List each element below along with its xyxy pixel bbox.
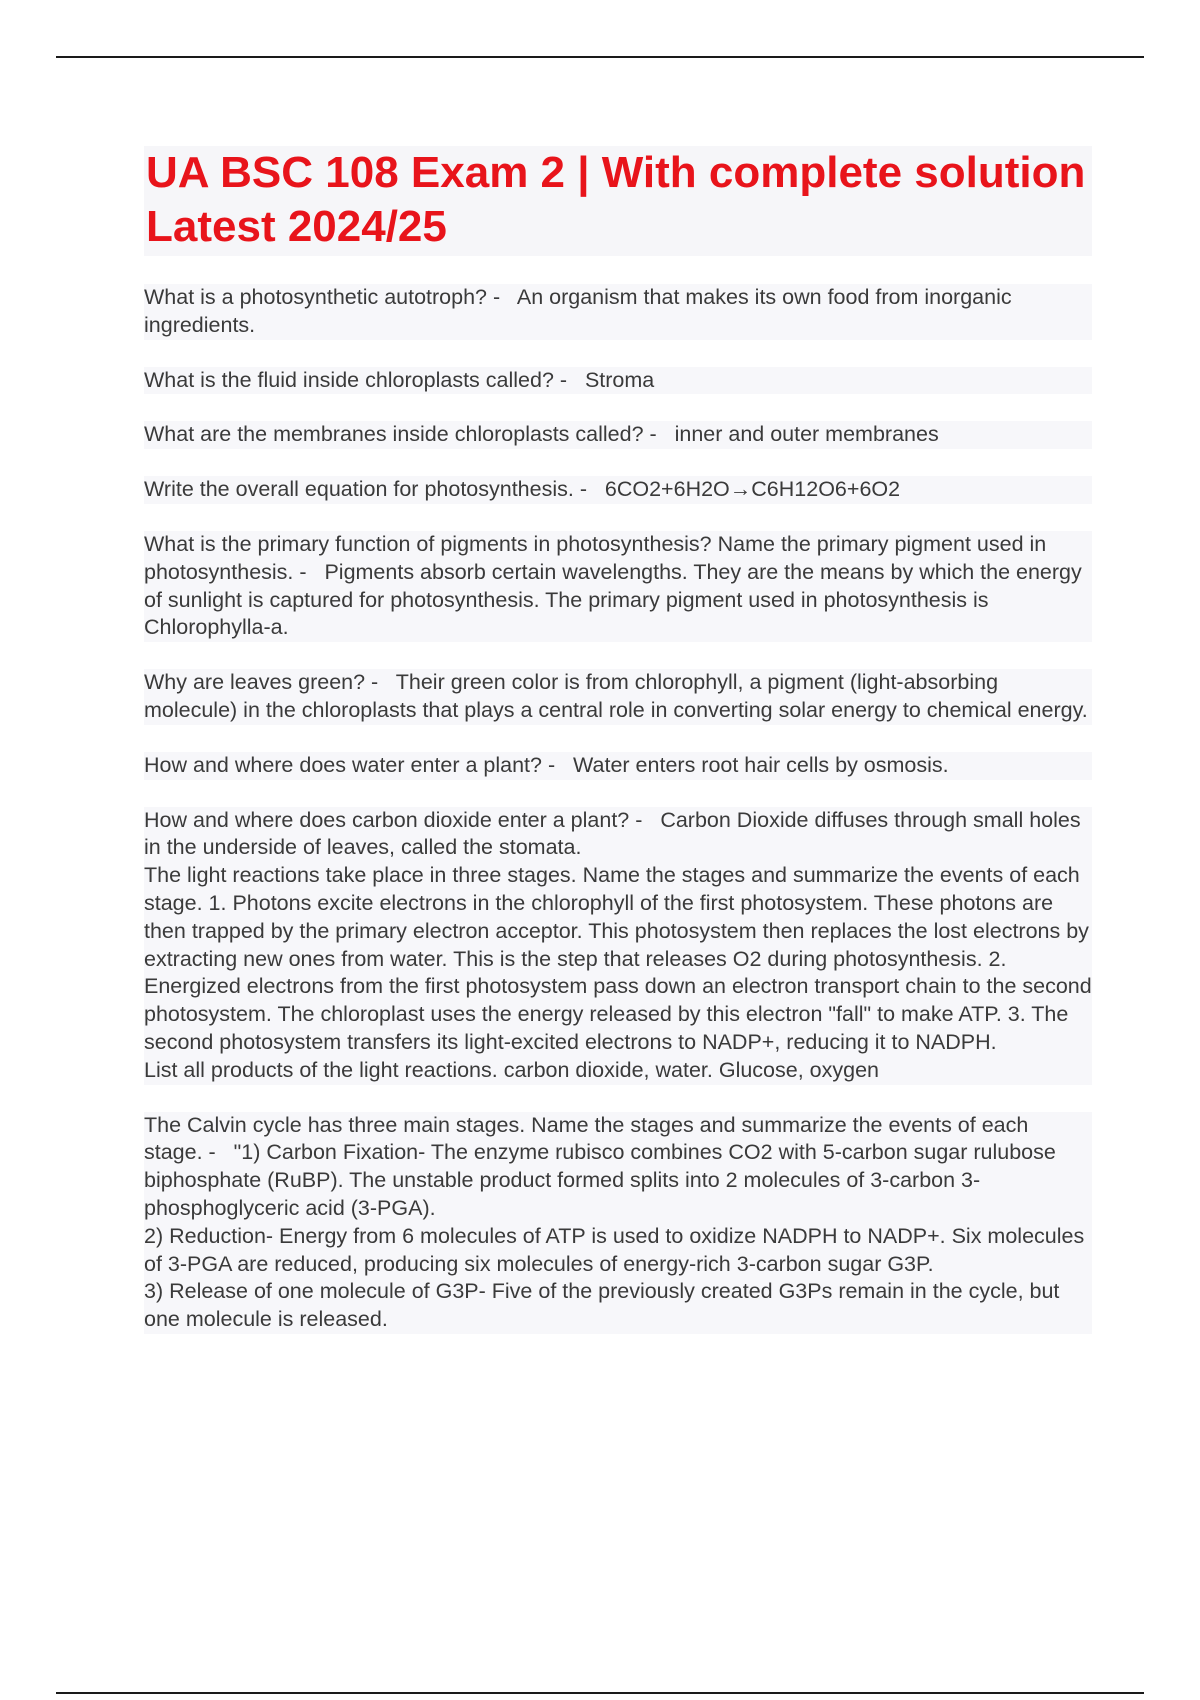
qa-item-pigments: What is the primary function of pigments in photosynthesis? Name the primary pigment used in photosynthesis. - Pigments absorb certain wavelengths. They are the means by which the energy of sunlight is captured for photosynthesis. The primary pigment used in photosynthesis is Chlorophylla-a.	[144, 531, 1092, 642]
qa-item-photosynthetic-autotroph: What is a photosynthetic autotroph? - An organism that makes its own food from inorganic ingredients.	[144, 284, 1092, 340]
qa-item-light-products: List all products of the light reactions. carbon dioxide, water. Glucose, oxygen	[144, 1057, 1092, 1085]
bottom-rule	[56, 1692, 1144, 1694]
qa-item-chloroplast-fluid: What is the fluid inside chloroplasts called? - Stroma	[144, 367, 1092, 395]
top-rule	[56, 56, 1144, 58]
qa-item-leaves-green: Why are leaves green? - Their green color is from chlorophyll, a pigment (light-absorbing molecule) in the chloroplasts that plays a central role in converting solar energy to chemical energy.	[144, 669, 1092, 725]
qa-item-light-reactions: The light reactions take place in three stages. Name the stages and summarize the events of each stage. 1. Photons excite electrons in the chlorophyll of the first photosystem. These photons are then trapped by the primary electron acceptor. This photosystem then replaces the lost electrons by extracting new ones from water. This is the step that releases O2 during photosynthesis. 2. Energized electrons from the first photosystem pass down an electron transport chain to the second photosystem. The chloroplast uses the energy released by this electron "fall" to make ATP. 3. The second photosystem transfers its light-excited electrons to NADP+, reducing it to NADPH.	[144, 862, 1092, 1057]
document-title: UA BSC 108 Exam 2 | With complete solution Latest 2024/25	[146, 148, 1086, 251]
document-body	[144, 284, 1098, 1361]
title-block	[144, 146, 1092, 256]
qa-item-photosynthesis-equation: Write the overall equation for photosynthesis. - 6CO2+6H2O→C6H12O6+6O2	[144, 476, 1092, 504]
qa-item-chloroplast-membranes: What are the membranes inside chloroplasts called? - inner and outer membranes	[144, 421, 1092, 449]
qa-item-calvin-cycle: The Calvin cycle has three main stages. Name the stages and summarize the events of each stage. - "1) Carbon Fixation- The enzyme rubisco combines CO2 with 5-carbon sugar rulubose biphosphate (RuBP). The unstable product formed splits into 2 molecules of 3-carbon 3-phosphoglyceric acid (3-PGA). 2) Reduction- Energy from 6 molecules of ATP is used to oxidize NADPH to NADP+. Six molecules of 3-PGA are reduced, producing six molecules of energy-rich 3-carbon sugar G3P. 3) Release of one molecule of G3P- Five of the previously created G3Ps remain in the cycle, but one molecule is released.	[144, 1112, 1092, 1334]
qa-item-water-entry: How and where does water enter a plant? - Water enters root hair cells by osmosis.	[144, 752, 1092, 780]
qa-item-co2-entry: How and where does carbon dioxide enter a plant? - Carbon Dioxide diffuses through small holes in the underside of leaves, called the stomata.	[144, 807, 1092, 863]
